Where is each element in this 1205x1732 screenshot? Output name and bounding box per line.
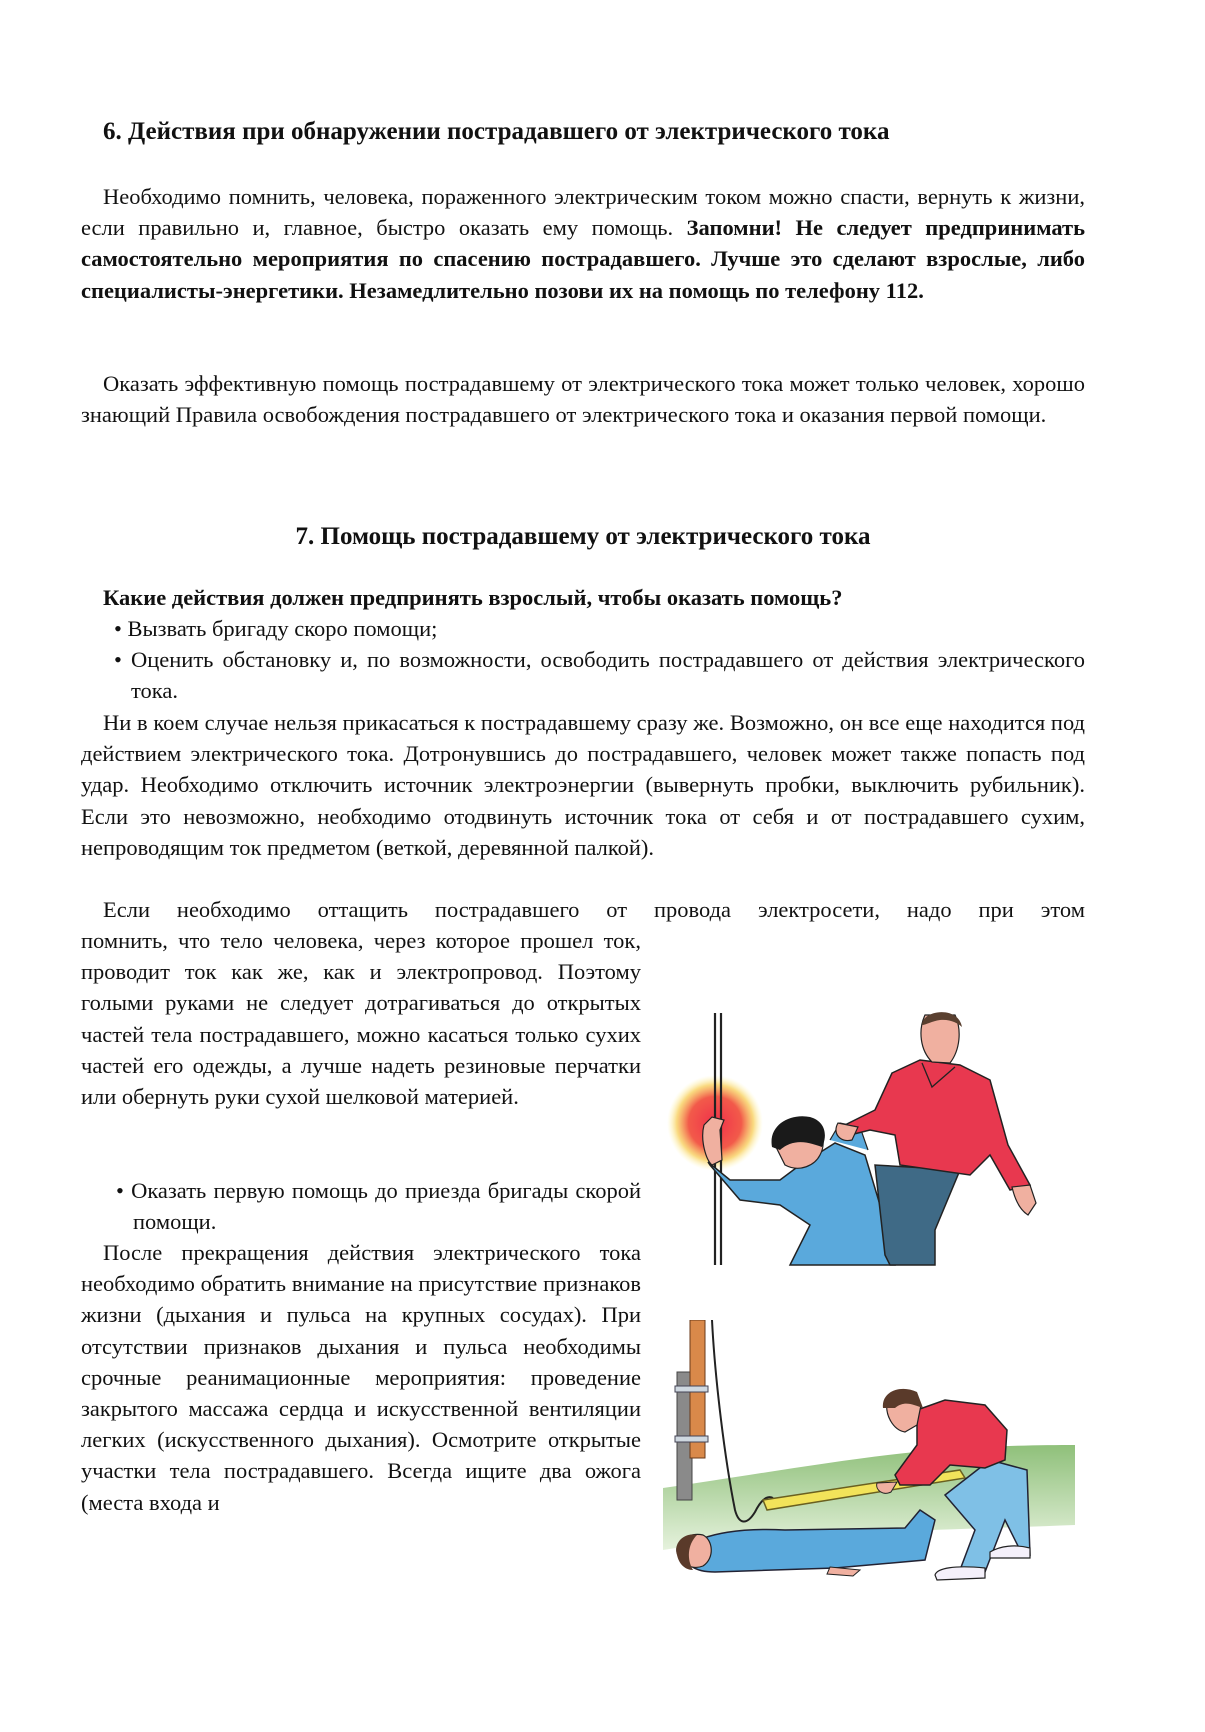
paragraph-drag-rest: помнить, что тело человека, через которое прошел ток, проводит ток как же, как и электропровод. Поэтому голыми руками не следует дотрагиваться до открытых частей тела пострадавшего, можно касаться только сухих частей его одежды, а лучше надеть резиновые перчатки или обернуть руки сухой шелковой материей. — [81, 928, 641, 1110]
section-6-heading: 6. Действия при обнаружении пострадавшего от электрического тока — [103, 118, 890, 145]
para1-warning: Запомни! Не следует предпринимать самостоятельно мероприятия по спасению пострадавшего. Лучше это сделают взрослые, либо специалисты-энергетики. Незамедлительно позови их на помощь по телефону 112. — [81, 215, 1085, 303]
illustration-board-rescue — [655, 1320, 1085, 1600]
action-bullets — [81, 613, 1085, 707]
section-7-heading: 7. Помощь пострадавшему от электрического тока — [295, 523, 871, 550]
section-6-paragraph-2: Оказать эффективную помощь пострадавшему от электрического тока может только человек, хорошо знающий Правила освобождения пострадавшего от электрического тока и оказания первой помощи. — [81, 371, 1085, 428]
section-7-question: Какие действия должен предпринять взрослый, чтобы оказать помощь? — [103, 585, 843, 610]
utility-pole — [675, 1320, 708, 1500]
paragraph-after: После прекращения действия электрического тока необходимо обратить внимание на присутствие признаков жизни (дыхания и пульса на крупных сосудах). При отсутствии признаков дыхания и пульса необходимы срочные реанимационные мероприятия: проведение закрытого массажа сердца и искусственной вентиляции легких (искусственного дыхания). Осмотрите открытые участки тела пострадавшего. Всегда ищите два ожога (места входа и — [81, 1240, 641, 1515]
illustration-pulling-victim — [660, 1005, 1110, 1275]
section-6-paragraph-1 — [81, 181, 1085, 306]
para1-regular: Необходимо помнить, человека, пораженного электрическим током можно спасти, вернуть к жизни, если правильно и, главное, быстро оказать ему помощь. — [81, 184, 1085, 241]
bullet-item: • Вызвать бригаду скоро помощи; — [114, 616, 438, 641]
paragraph-drag-first-line: Если необходимо оттащить пострадавшего от провода электросети, надо при этом — [103, 897, 1085, 922]
paragraph-no-touch: Ни в коем случае нельзя прикасаться к пострадавшему сразу же. Возможно, он все еще находится под действием электрического тока. Дотронувшись до пострадавшего, человек может также попасть под удар. Необходимо отключить источник электроэнергии (вывернуть пробки, выключить рубильник). Если это невозможно, необходимо отодвинуть источник тока от себя и от пострадавшего сухим, непроводящим ток предметом (веткой, деревянной палкой). — [81, 710, 1085, 860]
bullet-item: • Оценить обстановку и, по возможности, освободить пострадавшего от действия электрического тока. — [114, 647, 1085, 704]
bullet-first-aid: • Оказать первую помощь до приезда бригады скорой помощи. — [116, 1178, 641, 1235]
